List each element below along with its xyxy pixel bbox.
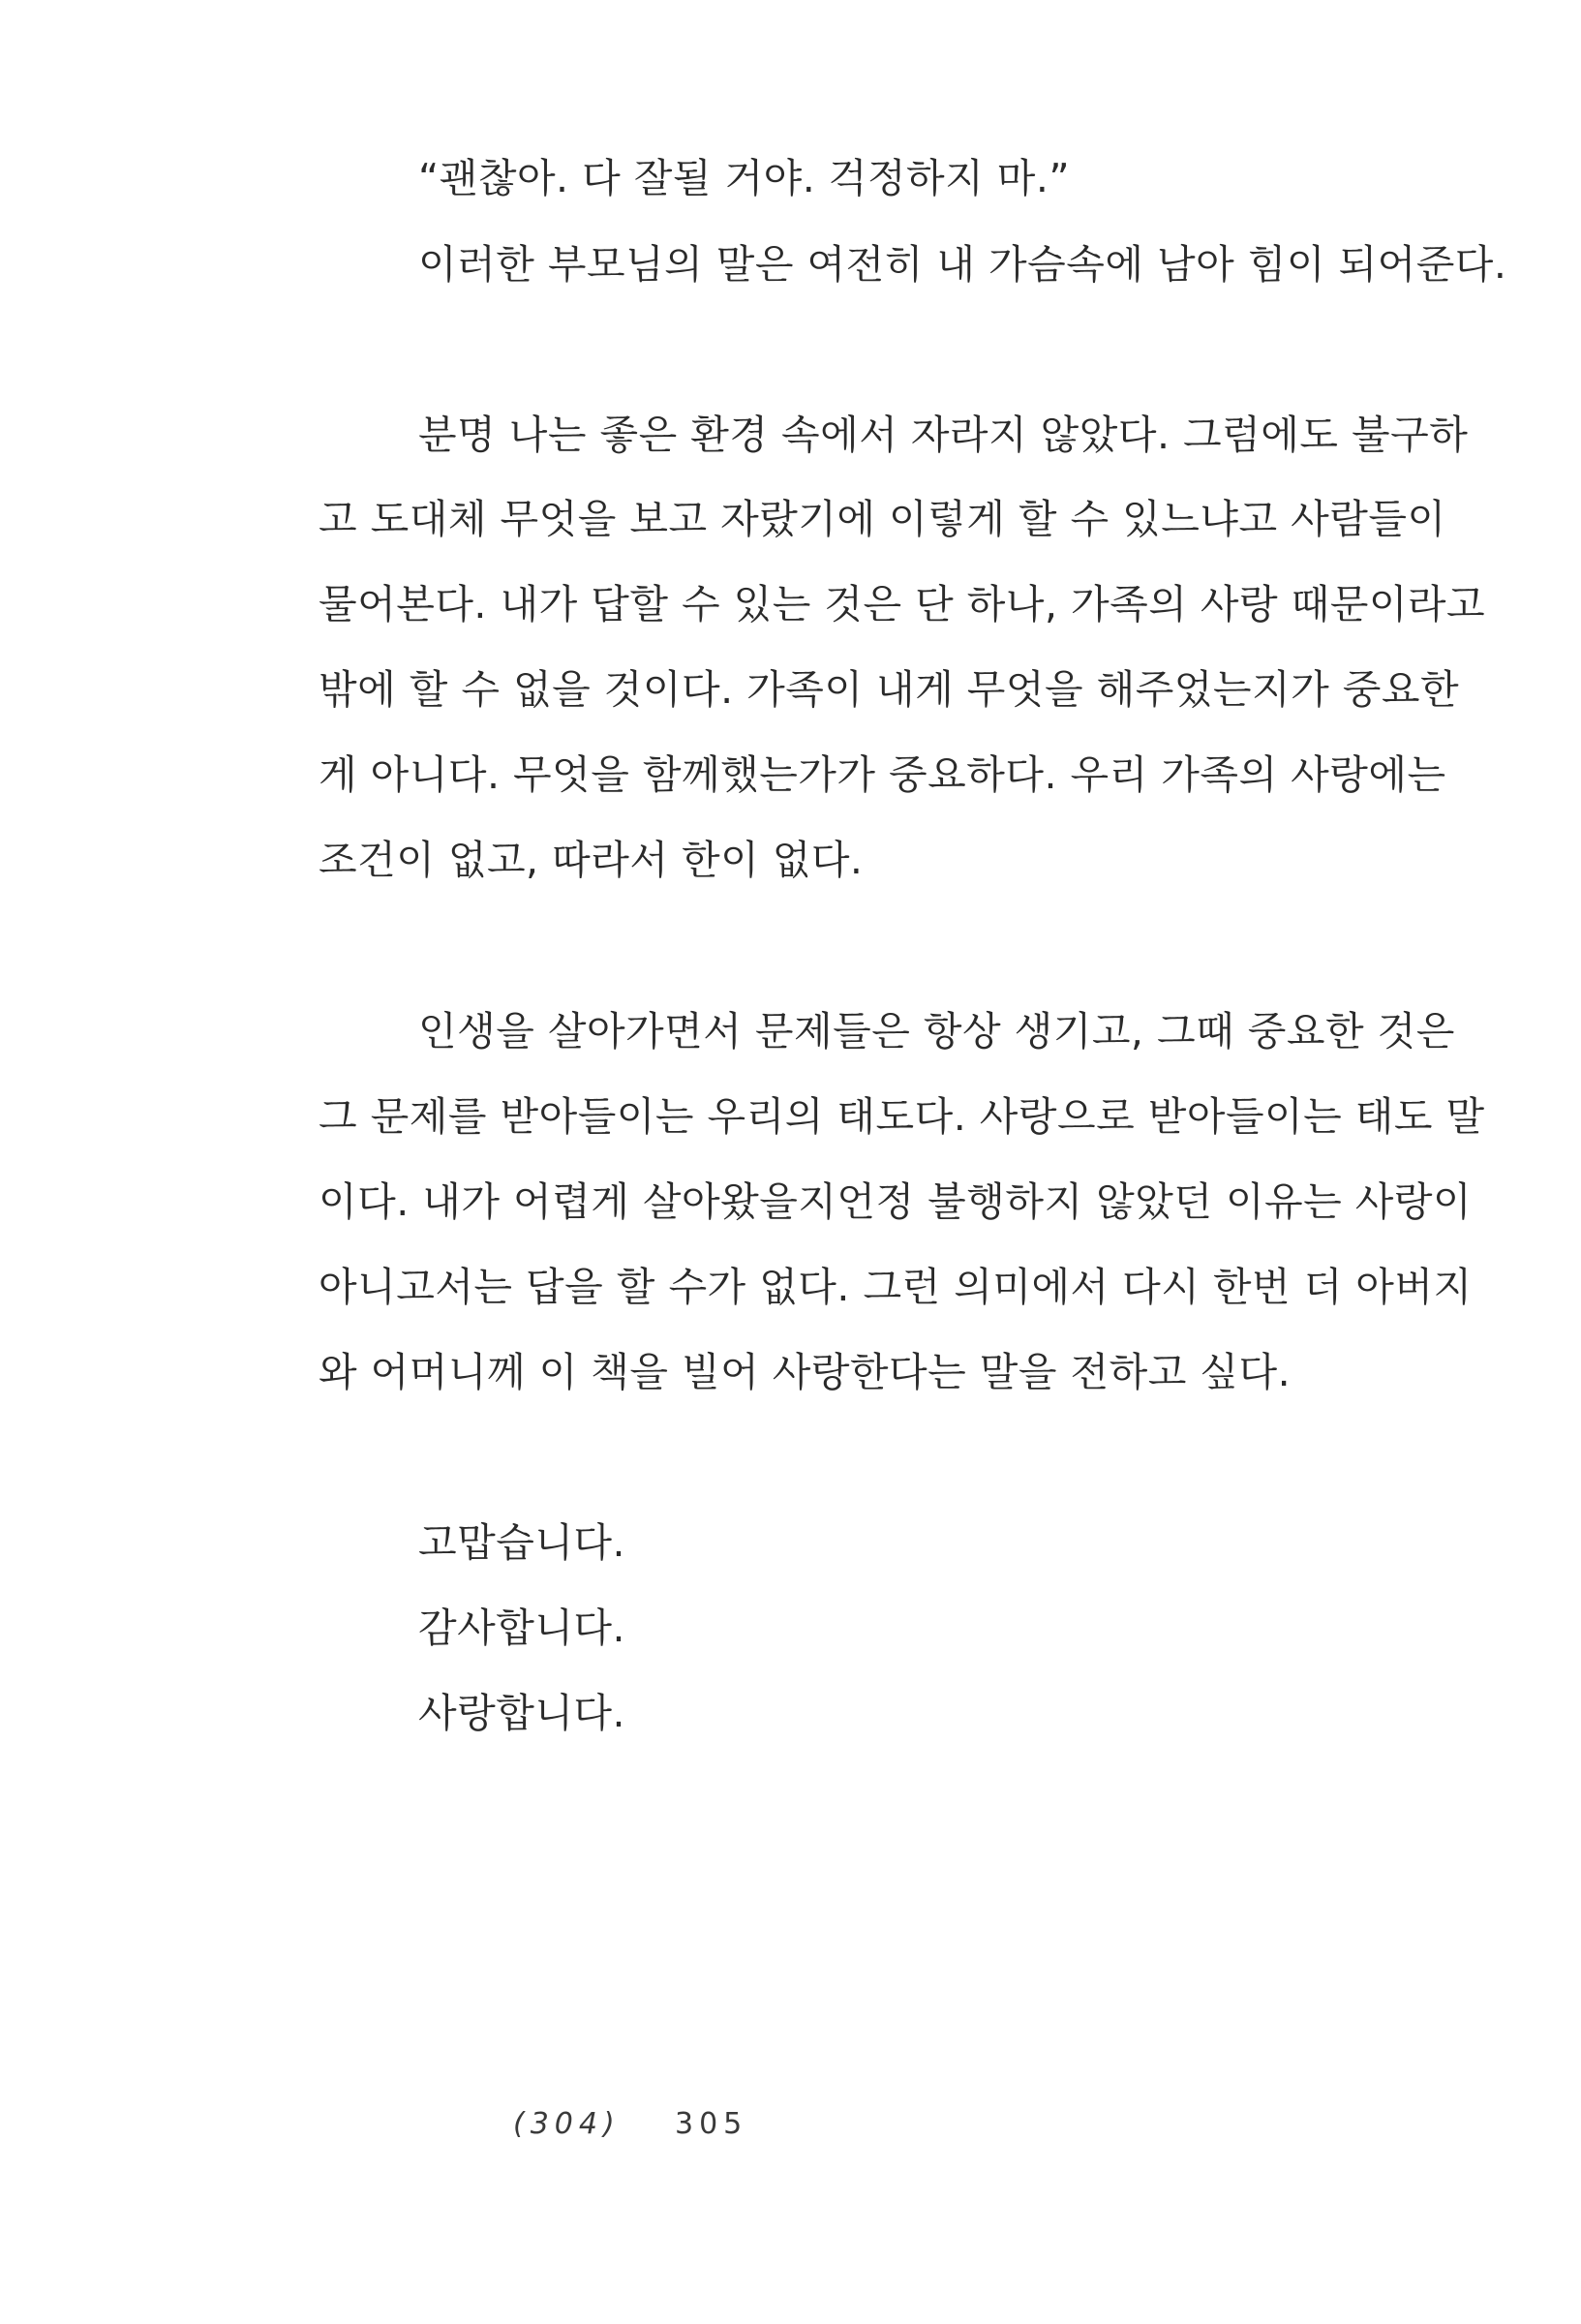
quote-line: “괜찮아. 다 잘될 거야. 걱정하지 마.”	[418, 155, 1071, 201]
paragraph2-line: 그 문제를 받아들이는 우리의 태도다. 사랑으로 받아들이는 태도 말	[319, 1093, 1485, 1140]
paragraph1-line: 물어본다. 내가 답할 수 있는 것은 단 하나, 가족의 사랑 때문이라고	[319, 581, 1486, 627]
closing-line: 사랑합니다.	[418, 1690, 626, 1736]
closing-line: 고맙습니다.	[418, 1519, 626, 1566]
paragraph2-line: 이다. 내가 어렵게 살아왔을지언정 불행하지 않았던 이유는 사랑이	[319, 1178, 1473, 1225]
paragraph1-line: 게 아니다. 무엇을 함께했는가가 중요하다. 우리 가족의 사랑에는	[319, 751, 1446, 798]
paragraph1-line: 고 도대체 무엇을 보고 자랐기에 이렇게 할 수 있느냐고 사람들이	[319, 496, 1446, 542]
quote-follow-line: 이러한 부모님의 말은 여전히 내 가슴속에 남아 힘이 되어준다.	[418, 241, 1507, 288]
paragraph2-line: 와 어머니께 이 책을 빌어 사랑한다는 말을 전하고 싶다.	[319, 1349, 1292, 1395]
page-number-right: 305	[675, 2107, 748, 2141]
paragraph1-line: 밖에 할 수 없을 것이다. 가족이 내게 무엇을 해주었는지가 중요한	[319, 666, 1460, 713]
paragraph1-line: 분명 나는 좋은 환경 속에서 자라지 않았다. 그럼에도 불구하	[418, 412, 1469, 458]
paragraph1-line: 조건이 없고, 따라서 한이 없다.	[319, 837, 864, 883]
paragraph2-line: 아니고서는 답을 할 수가 없다. 그런 의미에서 다시 한번 더 아버지	[319, 1264, 1473, 1310]
closing-line: 감사합니다.	[418, 1605, 626, 1651]
paragraph2-line: 인생을 살아가면서 문제들은 항상 생기고, 그때 중요한 것은	[418, 1008, 1455, 1055]
page-number-left: (304)	[513, 2107, 621, 2141]
